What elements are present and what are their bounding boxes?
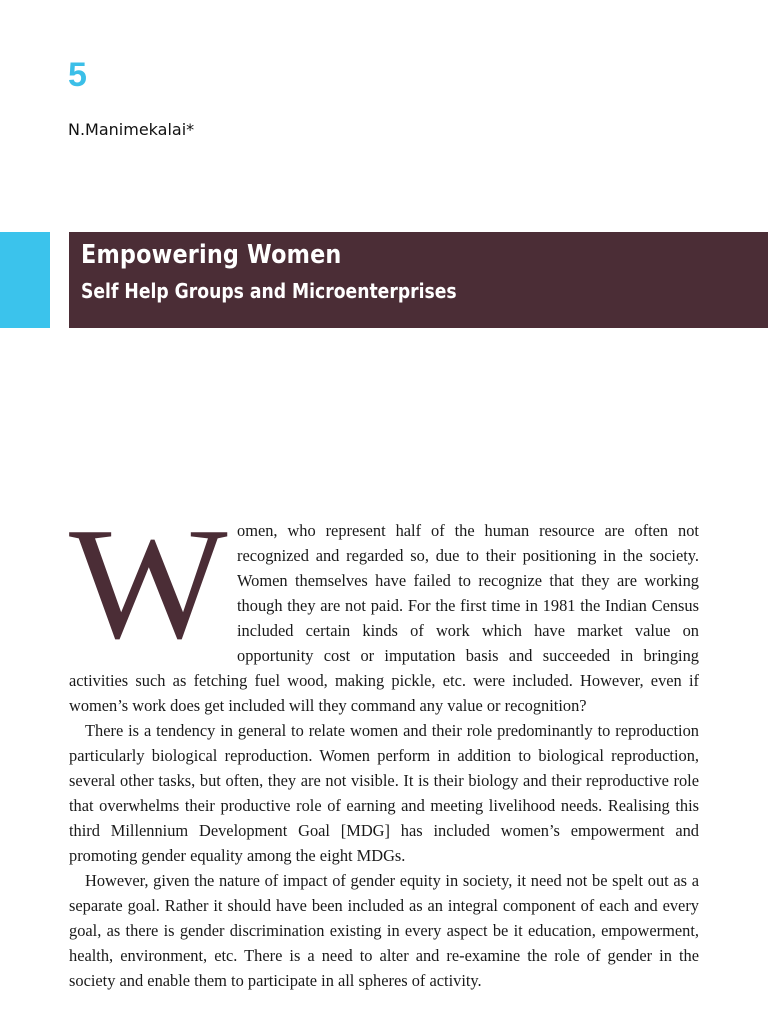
chapter-title: Empowering Women: [81, 240, 342, 270]
drop-cap: W: [69, 494, 228, 672]
body-text: [69, 494, 699, 993]
paragraph-2: There is a tendency in general to relate women and their role predominantly to reproduction particularly biological reproduction. Women perform in addition to biological reproduction, several other tasks, but often, they are not visible. It is their biology and their reproductive role that overwhelms their productive role of earning and meeting livelihood needs. Realising this third Millennium Development Goal [MDG] has included women’s empowerment and promoting gender equality among the eight MDGs.: [69, 721, 699, 865]
chapter-subtitle: Self Help Groups and Microenterprises: [81, 279, 457, 304]
paragraph-1: [69, 494, 699, 718]
accent-block: [0, 232, 50, 328]
paragraph-1-text: omen, who represent half of the human resource are often not recognized and regarded so, due to their positioning in the society. Women themselves have failed to recognize that they are working though they are not paid. For the first time in 1981 the Indian Census included certain kinds of work which have market value on opportunity cost or imputation basis and succeeded in bringing activities such as fetching fuel wood, making pickle, etc. were included. However, even if women’s work does get included will they command any value or recognition?: [69, 521, 699, 715]
chapter-number: 5: [68, 56, 87, 94]
author-name: N.Manimekalai*: [68, 120, 195, 139]
chapter-title-band: [69, 232, 768, 328]
paragraph-3: However, given the nature of impact of gender equity in society, it need not be spelt out as a separate goal. Rather it should have been included as an integral component of each and every goal, as there is gender discrimination existing in every aspect be it education, empowerment, health, environment, etc. There is a need to alter and re-examine the role of gender in the society and enable them to participate in all spheres of activity.: [69, 871, 699, 990]
